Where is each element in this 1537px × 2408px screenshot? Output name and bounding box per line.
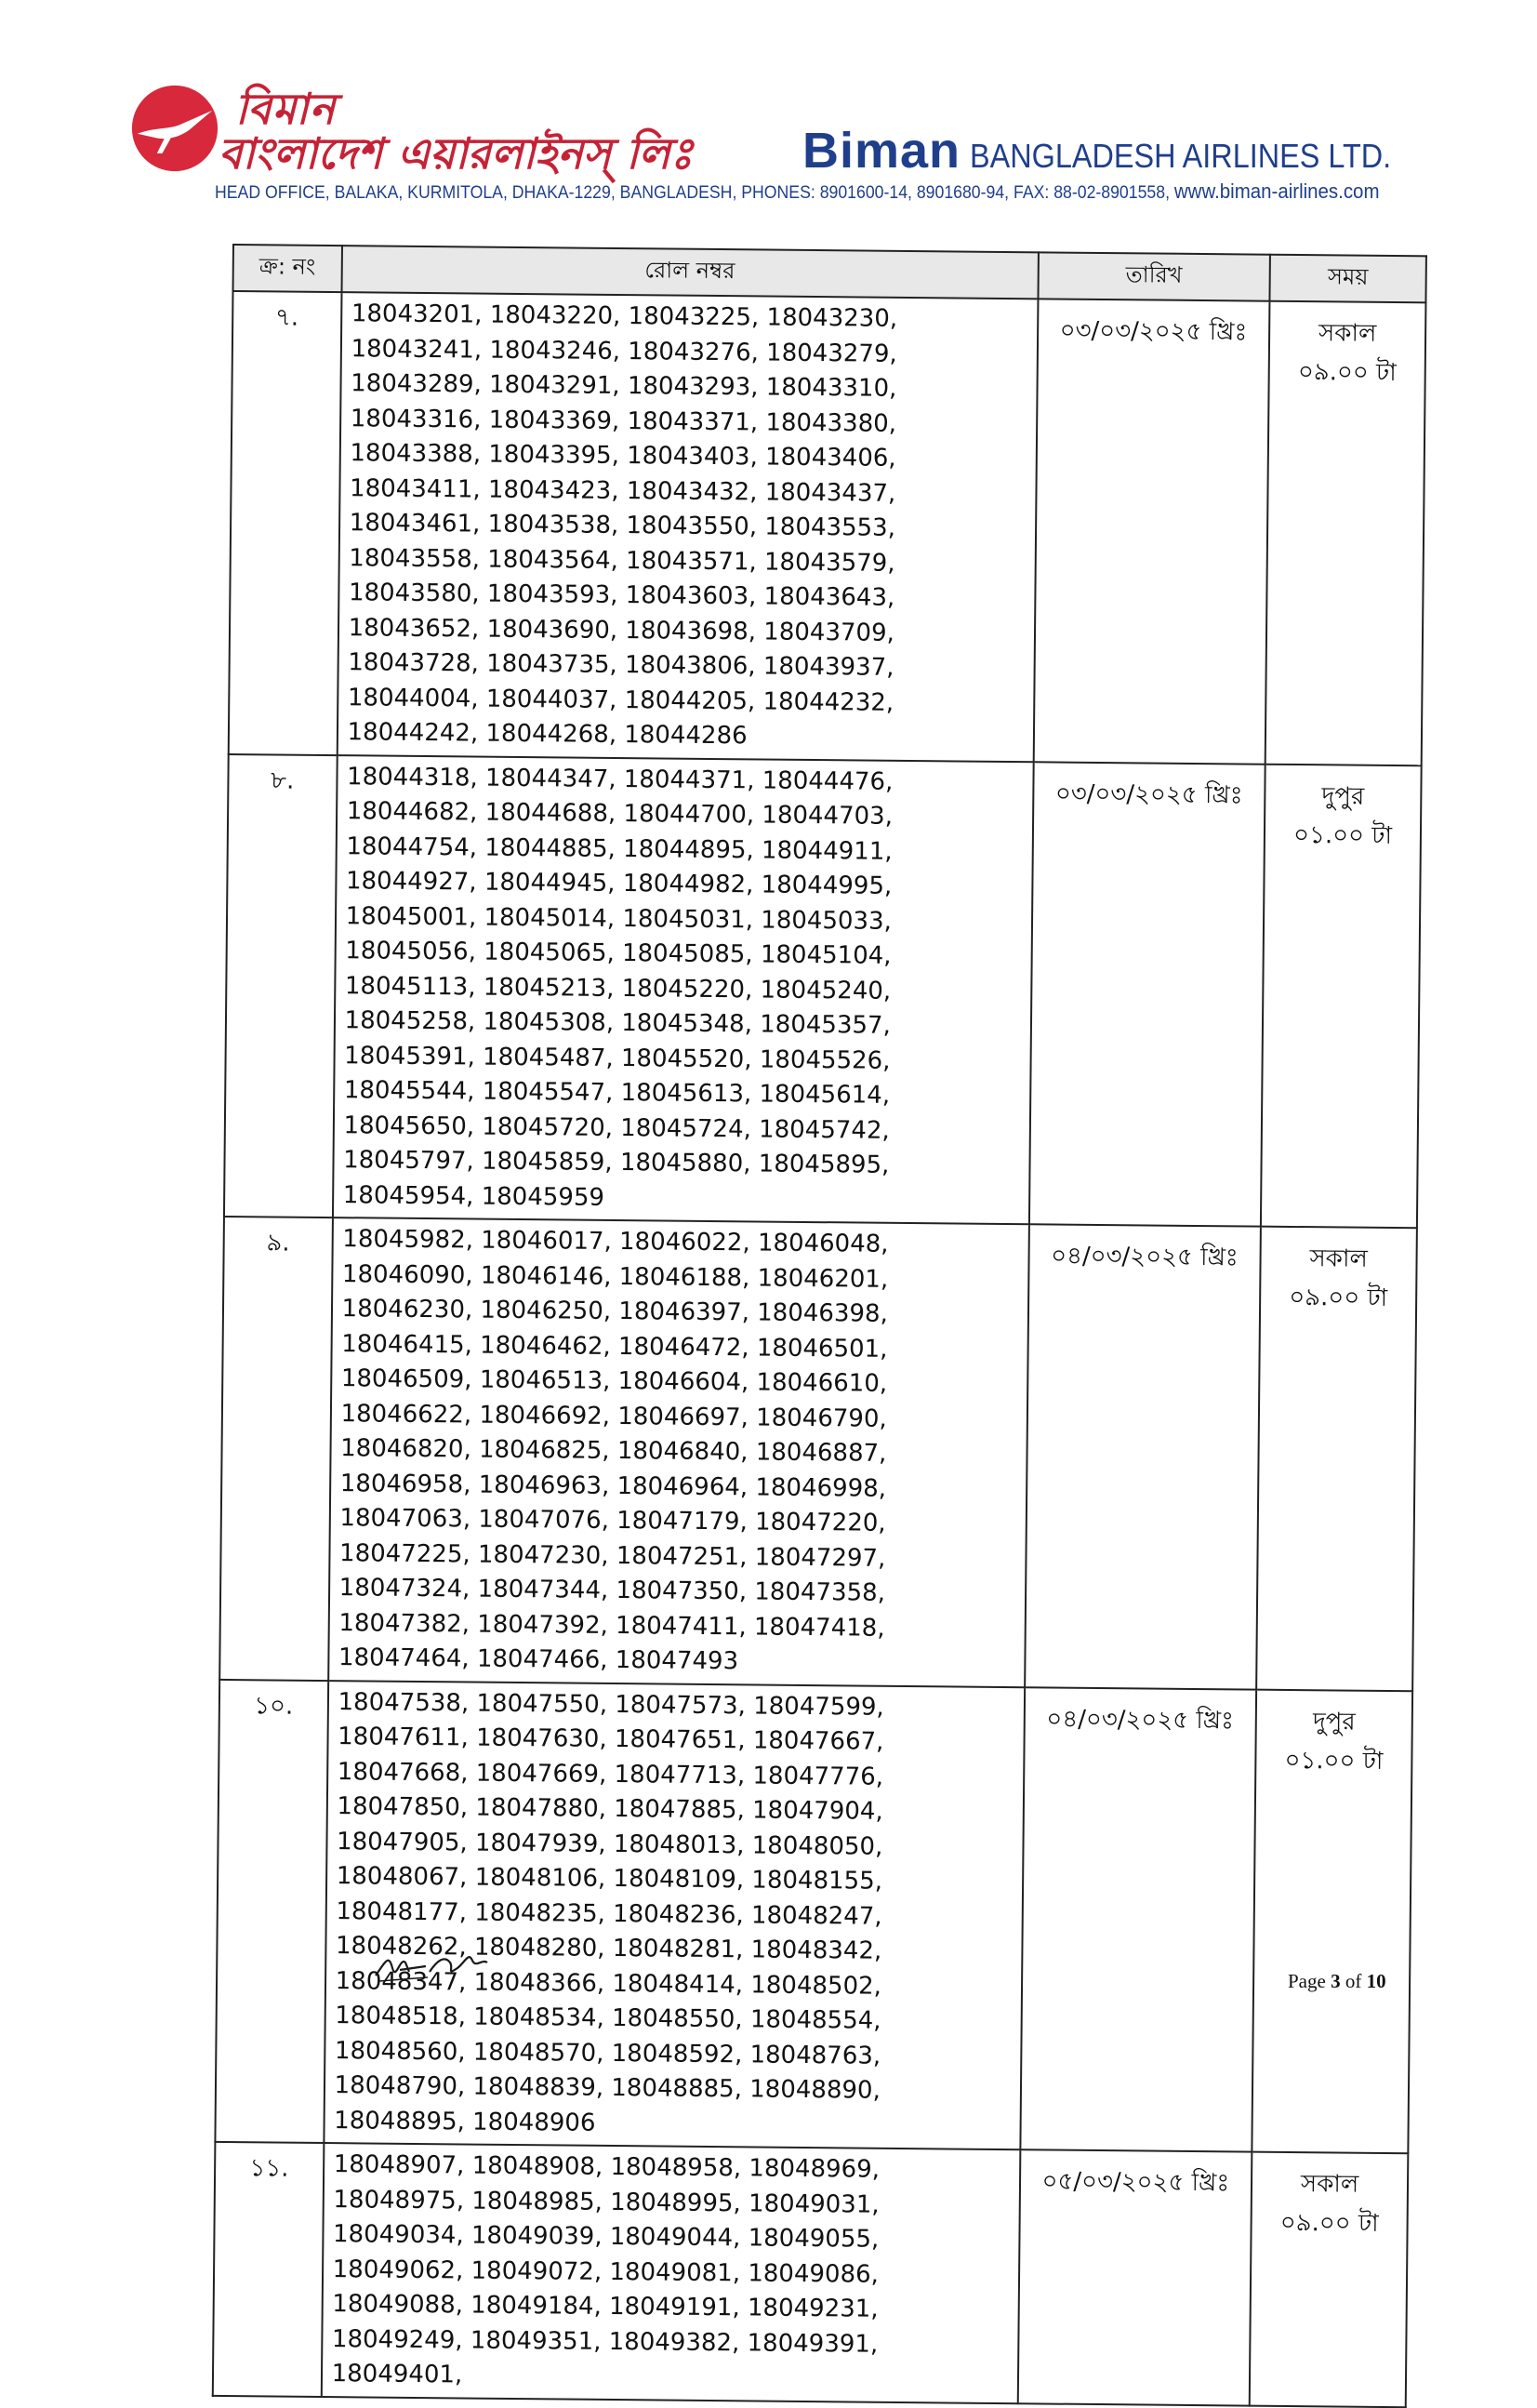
roll-numbers-cell: 18043201, 18043220, 18043225, 18043230, 18043241, 18043246, 18043276, 18043279, 18043289, 18043291, 18043293, 18043310, 18043316, 18043369, 18043371, 18043380, 18043388, 18043395, 18043403, 18043406, 18043411, 18043423, 18043432, 18043437, 18043461, 18043538, 18043550, 18043553, 18043558, 18043564, 18043571, 18043579, 18043580, 18043593, 18043603, 18043643, 18043652, 18043690, 18043698, 18043709, 18043728, 18043735, 18043806, 18043937, 18044004, 18044037, 18044205, 18044232, 18044242, 18044268, 18044286 — [337, 292, 1038, 762]
serial-cell: ১০. — [215, 1679, 327, 2143]
roll-numbers-cell: 18047538, 18047550, 18047573, 18047599, 18047611, 18047630, 18047651, 18047667, 18047668, 18047669, 18047713, 18047776, 18047850, 18047880, 18047885, 18047904, 18047905, 18047939, 18048013, 18048050, 18048067, 18048106, 18048109, 18048155, 18048177, 18048235, 18048236, 18048247, 18048262, 18048280, 18048281, 18048342, 18048347, 18048366, 18048414, 18048502, 18048518, 18048534, 18048550, 18048554, 18048560, 18048570, 18048592, 18048763, 18048790, 18048839, 18048885, 18048890, 18048895, 18048906 — [324, 1681, 1025, 2150]
serial-cell: ১১. — [213, 2142, 324, 2397]
date-cell: ০৪/০৩/২০২৫ খ্রিঃ — [1025, 1224, 1261, 1689]
table-row — [213, 2142, 1409, 2407]
date-cell: ০৫/০৩/২০২৫ খ্রিঃ — [1017, 2149, 1252, 2405]
roll-numbers-cell: 18044318, 18044347, 18044371, 18044476, 18044682, 18044688, 18044700, 18044703, 18044754, 18044885, 18044895, 18044911, 18044927, 18044945, 18044982, 18044995, 18045001, 18045014, 18045031, 18045033, 18045056, 18045065, 18045085, 18045104, 18045113, 18045213, 18045220, 18045240, 18045258, 18045308, 18045348, 18045357, 18045391, 18045487, 18045520, 18045526, 18045544, 18045547, 18045613, 18045614, 18045650, 18045720, 18045724, 18045742, 18045797, 18045859, 18045880, 18045895, 18045954, 18045959 — [333, 755, 1034, 1225]
header-time: সময় — [1270, 255, 1426, 303]
time-clock: ০৯.০০ টা — [1297, 358, 1397, 388]
header-roll-number: রোল নম্বর — [341, 246, 1038, 299]
serial-cell: ৭. — [229, 291, 341, 755]
header-serial: ক্র: নং — [233, 245, 342, 292]
time-clock: ০১.০০ টা — [1292, 820, 1393, 850]
table-row — [215, 1679, 1412, 2153]
brand-biman: Biman — [802, 123, 961, 179]
time-clock: ০১.০০ টা — [1284, 1746, 1384, 1776]
time-period: দুপুর — [1312, 1707, 1356, 1736]
brand-english-name: BANGLADESH AIRLINES LTD. — [970, 137, 1392, 175]
roll-numbers-cell: 18045982, 18046017, 18046022, 18046048, 18046090, 18046146, 18046188, 18046201, 18046230, 18046250, 18046397, 18046398, 18046415, 18046462, 18046472, 18046501, 18046509, 18046513, 18046604, 18046610, 18046622, 18046692, 18046697, 18046790, 18046820, 18046825, 18046840, 18046887, 18046958, 18046963, 18046964, 18046998, 18047063, 18047076, 18047179, 18047220, 18047225, 18047230, 18047251, 18047297, 18047324, 18047344, 18047350, 18047358, 18047382, 18047392, 18047411, 18047418, 18047464, 18047466, 18047493 — [328, 1217, 1029, 1687]
time-clock: ০৯.০০ টা — [1279, 2208, 1379, 2238]
page-mid: of — [1340, 1970, 1367, 1992]
time-period: সকাল — [1318, 319, 1377, 348]
page-current: 3 — [1331, 1970, 1341, 1992]
letterhead — [126, 79, 1409, 209]
brand-bangla-line2: বাংলাদেশ এয়ারলাইনস্ লিঃ — [219, 128, 694, 179]
date-cell: ০৩/০৩/২০২৫ খ্রিঃ — [1028, 762, 1265, 1227]
signature-icon — [372, 1935, 511, 1990]
roll-schedule-table — [212, 244, 1427, 2408]
time-period: সকাল — [1309, 1244, 1368, 1273]
brand-bangla-line1: বিমান — [235, 84, 337, 134]
roll-numbers-cell: 18048907, 18048908, 18048958, 18048969, 18048975, 18048985, 18048995, 18049031, 18049034, 18049039, 18049044, 18049055, 18049062, 18049072, 18049081, 18049086, 18049088, 18049184, 18049191, 18049231, 18049249, 18049351, 18049382, 18049391, 18049401, — [321, 2143, 1020, 2403]
page-prefix: Page — [1288, 1970, 1332, 1992]
header-date: তারিখ — [1038, 252, 1270, 300]
serial-cell: ৮. — [224, 753, 337, 1217]
time-period: দুপুর — [1321, 781, 1365, 811]
biman-stork-logo-icon — [130, 84, 219, 173]
table-row — [219, 1217, 1417, 1691]
page-total: 10 — [1366, 1970, 1386, 1992]
time-cell — [1261, 764, 1422, 1228]
head-office-address — [215, 180, 1379, 204]
table-row — [224, 753, 1422, 1228]
time-cell — [1250, 2152, 1408, 2407]
website-link[interactable]: www.biman-airlines.com — [1173, 180, 1380, 203]
table-row — [229, 291, 1426, 765]
time-cell — [1265, 301, 1426, 765]
time-cell — [1256, 1227, 1417, 1691]
time-period: সকাল — [1300, 2170, 1359, 2199]
time-clock: ০৯.০০ টা — [1289, 1283, 1388, 1312]
date-cell: ০৩/০৩/২০২৫ খ্রিঃ — [1033, 299, 1269, 764]
time-cell — [1252, 1689, 1413, 2153]
date-cell: ০৪/০৩/২০২৫ খ্রিঃ — [1020, 1687, 1256, 2152]
page-number — [1288, 1970, 1386, 1993]
serial-cell: ৯. — [219, 1217, 332, 1681]
address-text: HEAD OFFICE, BALAKA, KURMITOLA, DHAKA-1229, BANGLADESH, PHONES: 8901600-14, 8901680-94, FAX: 88-02-8901558, — [215, 183, 1170, 203]
